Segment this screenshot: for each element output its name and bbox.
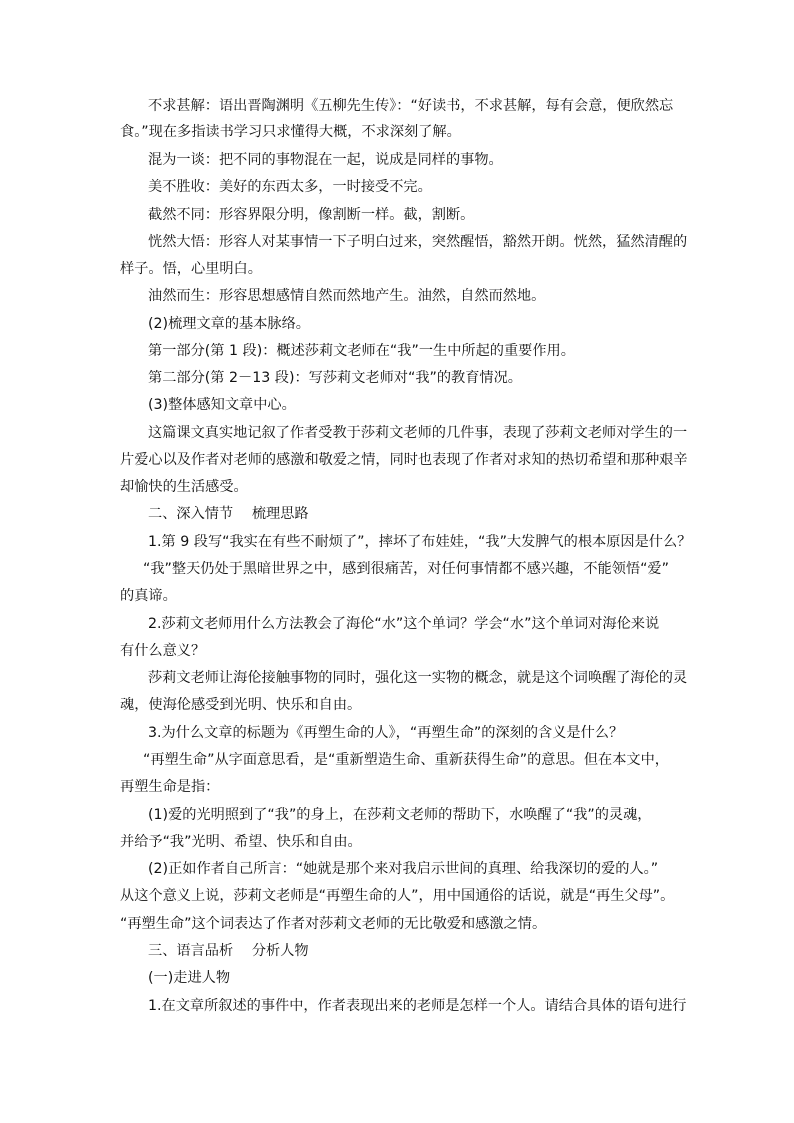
text-line: 油然而生：形容思想感情自然而然地产生。油然，自然而然地。 [148, 288, 546, 304]
text-line: 美不胜收：美好的东西太多，一时接受不完。 [148, 179, 432, 195]
question-line: 1.第 9 段写“我实在有些不耐烦了”，摔坏了布娃娃，“我”大发脾气的根本原因是什么？ [148, 534, 692, 550]
text-line: 第二部分(第 2－13 段)：写莎莉文老师对“我”的教育情况。 [148, 370, 522, 386]
text-line: 样子。悟，心里明白。 [120, 261, 262, 277]
question-line: 1.在文章所叙述的事件中，作者表现出来的老师是怎样一个人。请结合具体的语句进行 [148, 998, 687, 1014]
text-line: 片爱心以及作者对老师的感激和敬爱之情，同时也表现了作者对求知的热切希望和那种艰辛 [120, 452, 688, 468]
text-line: 混为一谈：把不同的事物混在一起，说成是同样的事物。 [148, 152, 503, 168]
section-heading: 二、深入情节 梳理思路 [148, 506, 309, 522]
text-line: 莎莉文老师让海伦接触事物的同时，强化这一实物的概念，就是这个词唤醒了海伦的灵 [148, 670, 688, 686]
text-line: 截然不同：形容界限分明，像割断一样。截，割断。 [148, 207, 475, 223]
text-line: 从这个意义上说，莎莉文老师是“再塑生命的人”，用中国通俗的话说，就是“再生父母”。 [120, 888, 675, 904]
text-line: 却愉快的生活感受。 [120, 479, 248, 495]
text-line: 魂，使海伦感受到光明、快乐和自由。 [120, 697, 362, 713]
subsection-heading: (一)走进人物 [148, 970, 231, 986]
text-line: (3)整体感知文章中心。 [148, 397, 296, 413]
text-line: 并给予“我”光明、希望、快乐和自由。 [120, 834, 362, 850]
text-line: (2)梳理文章的基本脉络。 [148, 316, 310, 332]
section-heading: 三、语言品析 分析人物 [148, 943, 309, 959]
text-line: 的真谛。 [120, 588, 177, 604]
question-line: 2.莎莉文老师用什么方法教会了海伦“水”这个单词？学会“水”这个单词对海伦来说 [148, 616, 660, 632]
text-line: 不求甚解：语出晋陶渊明《五柳先生传》：“好读书，不求甚解，每有会意，便欣然忘 [148, 98, 674, 114]
text-line: “再塑生命”从字面意思看，是“重新塑造生命、重新获得生命”的意思。但在本文中， [143, 752, 669, 768]
text-line: 食。”现在多指读书学习只求懂得大概，不求深刻了解。 [120, 124, 461, 140]
text-line: “再塑生命”这个词表达了作者对莎莉文老师的无比敬爱和感激之情。 [120, 916, 547, 932]
text-line: 有什么意义？ [120, 643, 206, 659]
text-line: 恍然大悟：形容人对某事情一下子明白过来，突然醒悟，豁然开朗。恍然，猛然清醒的 [148, 234, 688, 250]
text-line: 再塑生命是指： [120, 779, 220, 795]
question-line: 3.为什么文章的标题为《再塑生命的人》，“再塑生命”的深刻的含义是什么？ [148, 725, 624, 741]
text-line: 第一部分(第 1 段)：概述莎莉文老师在“我”一生中所起的重要作用。 [148, 343, 575, 359]
text-line: (1)爱的光明照到了“我”的身上，在莎莉文老师的帮助下，水唤醒了“我”的灵魂， [148, 807, 652, 823]
text-line: “我”整天仍处于黑暗世界之中，感到很痛苦，对任何事情都不感兴趣，不能领悟“爱” [143, 561, 669, 577]
text-line: 这篇课文真实地记叙了作者受教于莎莉文老师的几件事，表现了莎莉文老师对学生的一 [148, 425, 688, 441]
text-line: (2)正如作者自己所言：“她就是那个来对我启示世间的真理、给我深切的爱的人。” [148, 861, 659, 877]
